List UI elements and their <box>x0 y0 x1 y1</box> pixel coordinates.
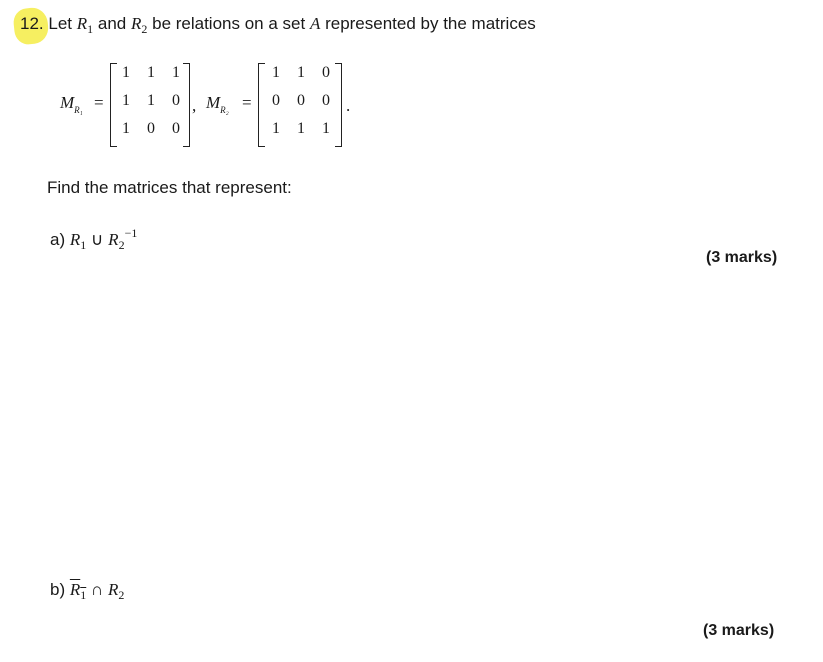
matrix-period: . <box>346 96 351 115</box>
matrix-m1-cell-r2c2: 1 <box>147 92 155 109</box>
part-b-r1-complement: $R_1$ <box>69 580 87 602</box>
part-b <box>50 580 124 603</box>
part-b-label: b) <box>50 580 66 599</box>
question-text-end: represented by the matrices <box>325 14 536 33</box>
matrix-m1-cell-r2c1: 1 <box>122 92 130 109</box>
matrix-m1-label: $M_{R_1}$ <box>60 93 83 115</box>
matrix-m2-cell-r3c1: 1 <box>272 120 280 137</box>
matrix-m2-cell-r3c3: 1 <box>322 120 330 137</box>
question-number: 12. <box>20 14 44 33</box>
matrix-m2-cell-r2c2: 0 <box>297 92 305 109</box>
matrix-m1-cell-r3c3: 0 <box>172 120 180 137</box>
part-b-r2: $R_2$ <box>107 580 125 602</box>
prompt-text: Find the matrices that represent: <box>47 178 292 197</box>
part-b-marks: (3 marks) <box>703 622 775 639</box>
matrix-separator-comma: , <box>192 96 197 115</box>
question-text-middle: be relations on a set <box>152 14 306 33</box>
part-b-intersection-operator: ∩ <box>90 580 104 599</box>
part-a-union-operator: ∪ <box>90 230 104 249</box>
matrix-m2-cell-r2c3: 0 <box>322 92 330 109</box>
matrix-m1-cell-r1c2: 1 <box>147 64 155 81</box>
question-statement <box>20 14 536 37</box>
r2-symbol: $R_2$ <box>130 14 148 36</box>
matrix-m1-equals: = <box>94 93 104 112</box>
matrix-m2-label: $M_{R_2}$ <box>206 93 229 115</box>
matrix-m2-equals: = <box>242 93 252 112</box>
matrix-m2-cell-r1c1: 1 <box>272 64 280 81</box>
matrix-m1-cell-r3c2: 0 <box>147 120 155 137</box>
matrix-m1-cell-r2c3: 0 <box>172 92 180 109</box>
r1-symbol: $R_1$ <box>76 14 94 36</box>
matrix-m1-cell-r3c1: 1 <box>122 120 130 137</box>
set-symbol: A <box>309 14 321 33</box>
matrix-m2-cell-r1c3: 0 <box>322 64 330 81</box>
matrix-m2-cell-r2c1: 0 <box>272 92 280 109</box>
matrix-m2-cell-r1c2: 1 <box>297 64 305 81</box>
matrix-m2-cell-r3c2: 1 <box>297 120 305 137</box>
matrix-m1-cell-r1c1: 1 <box>122 64 130 81</box>
part-a-marks: (3 marks) <box>706 249 778 266</box>
part-a-label: a) <box>50 230 66 249</box>
question-word-let: Let <box>48 14 73 33</box>
part-a-r2: $R_2^{-1}$ <box>108 226 138 252</box>
part-a <box>50 226 137 253</box>
question-word-and: and <box>97 14 127 33</box>
matrix-m1-cell-r1c3: 1 <box>172 64 180 81</box>
part-a-r1: $R_1$ <box>69 230 87 252</box>
